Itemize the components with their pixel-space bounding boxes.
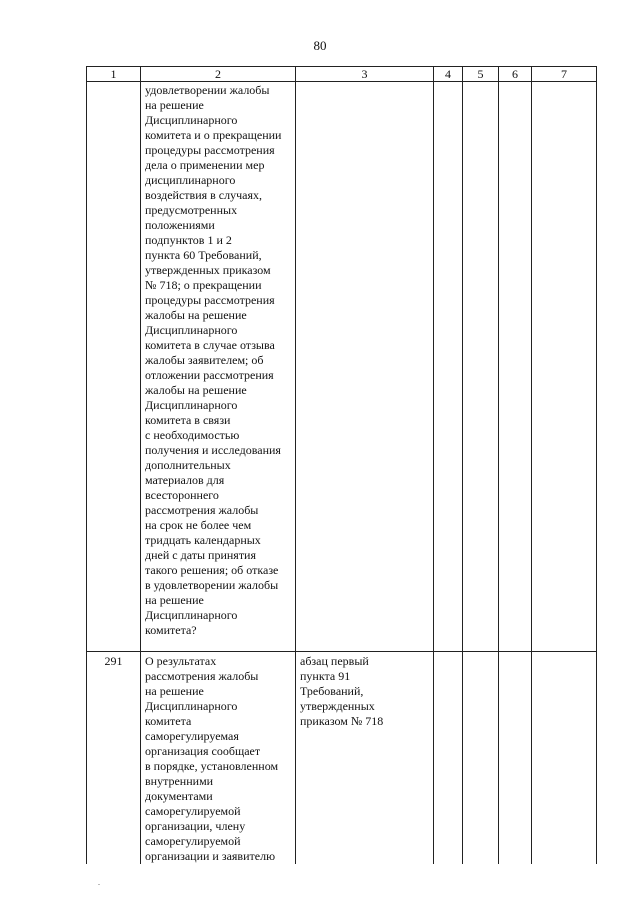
column-6-cell — [499, 652, 532, 865]
column-4-cell — [434, 82, 463, 652]
column-4-cell — [434, 652, 463, 865]
column-5-cell — [463, 82, 499, 652]
requirements-table — [86, 66, 597, 864]
column-header: 7 — [532, 67, 597, 82]
column-7-cell — [532, 652, 597, 865]
reference-cell: абзац первый пункта 91 Требований, утвержденных приказом № 718 — [296, 652, 434, 865]
requirement-cell: удовлетворении жалобы на решение Дисциплинарного комитета и о прекращении процедуры рассмотрения дела о применении мер дисциплинарного воздействия в случаях, предусмотренных положениями подпунктов 1 и 2 пункта 60 Требований, утвержденных приказом № 718; о прекращении процедуры рассмотрения жалобы на решение Дисциплинарного комитета в случае отзыва жалобы заявителем; об отложении рассмотрения жалобы на решение Дисциплинарного комитета в связи с необходимостью получения и исследования дополнительных материалов для всестороннего рассмотрения жалобы на срок не более чем тридцать календарных дней с даты принятия такого решения; об отказе в удовлетворении жалобы на решение Дисциплинарного комитета? — [141, 82, 296, 652]
table-header-row — [87, 67, 597, 82]
table-row — [87, 652, 597, 865]
column-5-cell — [463, 652, 499, 865]
column-7-cell — [532, 82, 597, 652]
page-number: 80 — [313, 38, 327, 53]
column-header: 6 — [499, 67, 532, 82]
scan-speck — [98, 884, 100, 885]
column-header: 4 — [434, 67, 463, 82]
table-row — [87, 82, 597, 652]
requirement-cell: О результатах рассмотрения жалобы на решение Дисциплинарного комитета саморегулируемая организация сообщает в порядке, установленном внутренними документами саморегулируемой организации, члену саморегулируемой организации и заявителю — [141, 652, 296, 865]
column-header: 5 — [463, 67, 499, 82]
row-number-cell — [87, 82, 141, 652]
column-header: 2 — [141, 67, 296, 82]
row-number-cell: 291 — [87, 652, 141, 865]
column-header: 1 — [87, 67, 141, 82]
column-header: 3 — [296, 67, 434, 82]
reference-cell — [296, 82, 434, 652]
column-6-cell — [499, 82, 532, 652]
